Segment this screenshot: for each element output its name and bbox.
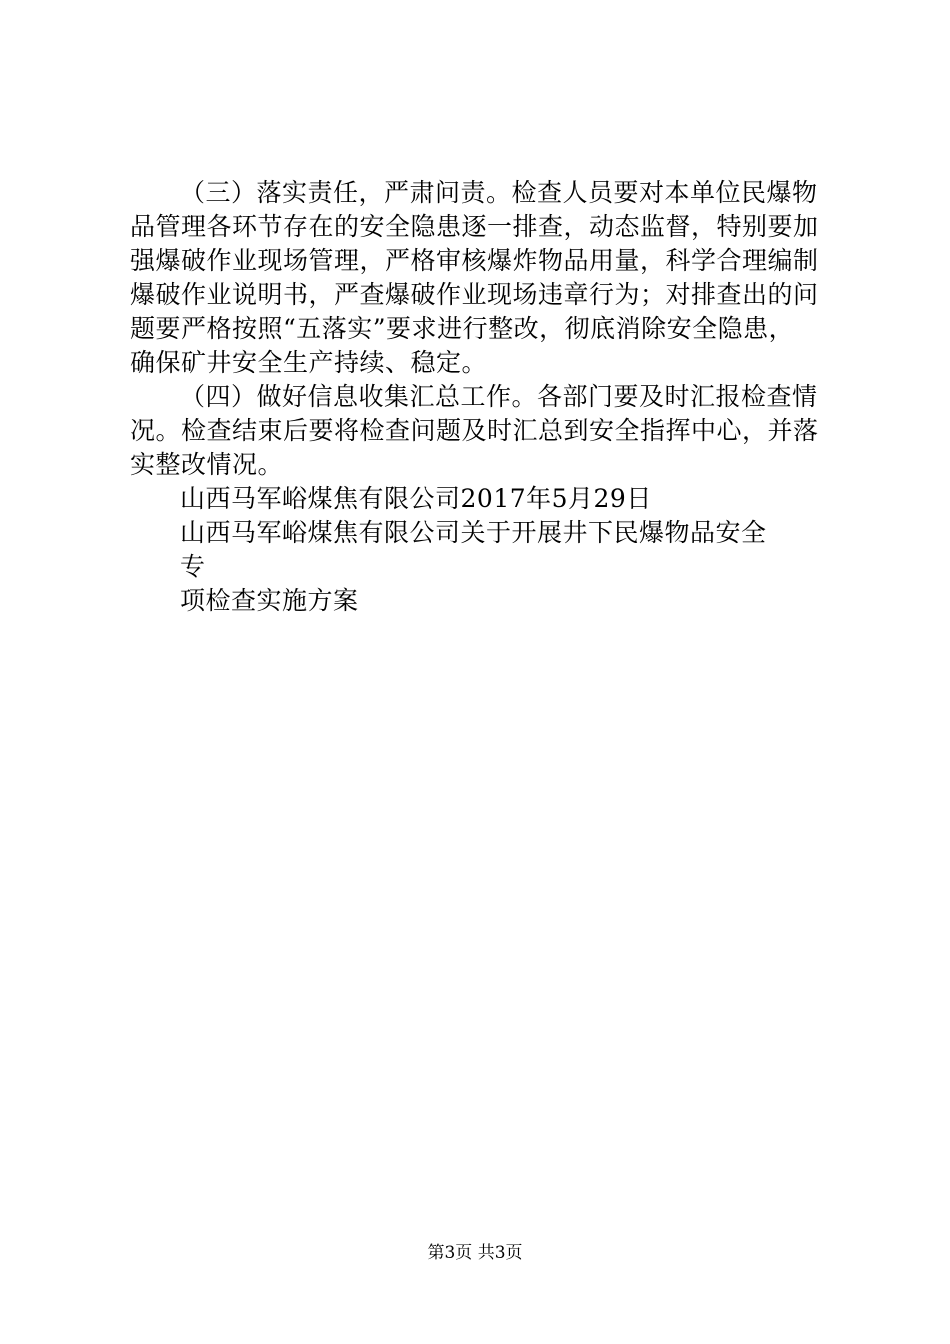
paragraph-3-line-3: 强爆破作业现场管理，严格审核爆炸物品用量，科学合理编制 (130, 246, 819, 275)
paragraph-3-line-1: （三）落实责任，严肃问责。检查人员要对本单位民爆物 (180, 178, 818, 207)
doc-title-line-1: 山西马军峪煤焦有限公司关于开展井下民爆物品安全 (180, 518, 767, 547)
paragraph-4-line-2: 况。检查结束后要将检查问题及时汇总到安全指挥中心，并落 (130, 416, 819, 445)
paragraph-3-line-4: 爆破作业说明书，严查爆破作业现场违章行为；对排查出的问 (130, 280, 819, 309)
paragraph-4-line-3: 实整改情况。 (130, 450, 284, 479)
doc-title-line-2: 专 (180, 552, 206, 581)
doc-title-line-3: 项检查实施方案 (180, 586, 359, 615)
paragraph-4-line-1: （四）做好信息收集汇总工作。各部门要及时汇报检查情 (180, 382, 818, 411)
paragraph-3-line-6: 确保矿井安全生产持续、稳定。 (130, 348, 488, 377)
signature-line: 山西马军峪煤焦有限公司2017年5月29日 (180, 484, 652, 513)
page-number-footer: 第3页 共3页 (427, 1243, 523, 1263)
paragraph-3-line-5: 题要严格按照“五落实”要求进行整改，彻底消除安全隐患， (130, 314, 795, 343)
paragraph-3-line-2: 品管理各环节存在的安全隐患逐一排查，动态监督，特别要加 (130, 212, 819, 241)
